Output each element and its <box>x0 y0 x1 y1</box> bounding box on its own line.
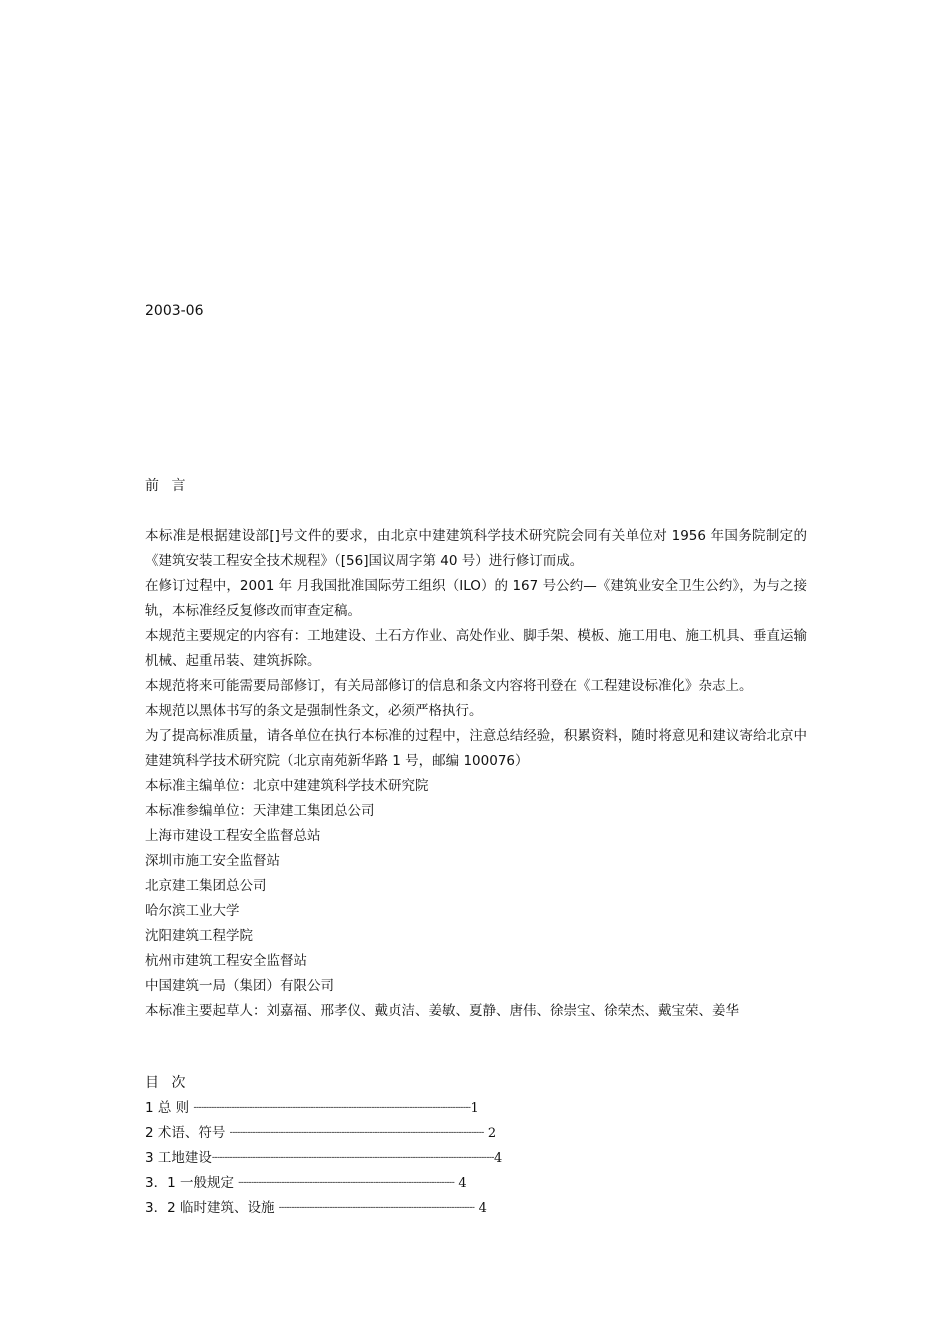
drafters-list: 本标准主要起草人：刘嘉福、邢孝仪、戴贞洁、姜敏、夏静、唐伟、徐崇宝、徐荣杰、戴宝荣、姜华 <box>145 1003 739 1019</box>
toc-leader: ---------------------------------------------------------------------------------------------------- <box>229 1128 484 1138</box>
toc-page-number: 4 <box>493 1151 503 1166</box>
participating-unit: 杭州市建筑工程安全监督站 <box>145 953 307 969</box>
foreword-paragraph: 本规范主要规定的内容有：工地建设、土石方作业、高处作业、脚手架、模板、施工用电、施工机具、垂直运输机械、起重吊装、建筑拆除。 <box>145 628 807 669</box>
toc-entry-label: 3 工地建设 <box>145 1150 212 1166</box>
toc-entry[interactable] <box>145 1196 502 1221</box>
toc-leader: --------------------------------------------------------------------------------------------------------------- <box>211 1153 494 1163</box>
table-of-contents <box>145 1096 502 1221</box>
foreword-body <box>145 524 807 1024</box>
participating-unit: 中国建筑一局（集团）有限公司 <box>145 978 334 994</box>
toc-entry-label: 3．2 临时建筑、设施 <box>145 1200 279 1216</box>
toc-entry[interactable] <box>145 1171 502 1196</box>
toc-entry[interactable] <box>145 1096 502 1121</box>
toc-page-number: 4 <box>474 1201 487 1216</box>
participating-unit: 上海市建设工程安全监督总站 <box>145 828 321 844</box>
toc-entry-label: 1 总 则 <box>145 1100 194 1116</box>
toc-page-number: 2 <box>483 1126 497 1141</box>
foreword-heading: 前 言 <box>145 478 190 494</box>
foreword-paragraph: 本规范将来可能需要局部修订，有关局部修订的信息和条文内容将刊登在《工程建设标准化》杂志上。 <box>145 678 753 694</box>
foreword-paragraph: 本标准是根据建设部[]号文件的要求，由北京中建建筑科学技术研究院会同有关单位对 1956 年国务院制定的《建筑安装工程安全技术规程》（[56]国议周字第 40 号）进行修订而成。 <box>145 528 807 569</box>
toc-leader: ------------------------------------------------------------------------------------- <box>238 1178 455 1188</box>
toc-entry-label: 3．1 一般规定 <box>145 1175 239 1191</box>
toc-leader: ----------------------------------------------------------------------------- <box>278 1203 475 1213</box>
toc-heading: 目 次 <box>145 1075 190 1091</box>
toc-entry[interactable] <box>145 1121 502 1146</box>
chief-editor-unit: 本标准主编单位：北京中建建筑科学技术研究院 <box>145 778 429 794</box>
participating-unit: 沈阳建筑工程学院 <box>145 928 253 944</box>
toc-entry-label: 2 术语、符号 <box>145 1125 230 1141</box>
participating-unit: 北京建工集团总公司 <box>145 878 267 894</box>
foreword-paragraph: 为了提高标准质量，请各单位在执行本标准的过程中，注意总结经验，积累资料，随时将意见和建议寄给北京中建建筑科学技术研究院（北京南苑新华路 1 号，邮编 100076） <box>145 728 807 769</box>
toc-page-number: 4 <box>454 1176 467 1191</box>
toc-leader: ------------------------------------------------------------------------------------------------------------- <box>193 1103 471 1113</box>
participating-unit: 哈尔滨工业大学 <box>145 903 240 919</box>
participating-unit: 深圳市施工安全监督站 <box>145 853 280 869</box>
toc-page-number: 1 <box>470 1101 479 1116</box>
toc-entry[interactable] <box>145 1146 502 1171</box>
foreword-paragraph: 在修订过程中，2001 年 月我国批准国际劳工组织（ILO）的 167 号公约—《建筑业安全卫生公约》，为与之接轨，本标准经反复修改而审查定稿。 <box>145 578 807 619</box>
foreword-paragraph: 本规范以黑体书写的条文是强制性条文，必须严格执行。 <box>145 703 483 719</box>
participating-unit: 本标准参编单位：天津建工集团总公司 <box>145 803 375 819</box>
document-date: 2003-06 <box>145 303 204 319</box>
